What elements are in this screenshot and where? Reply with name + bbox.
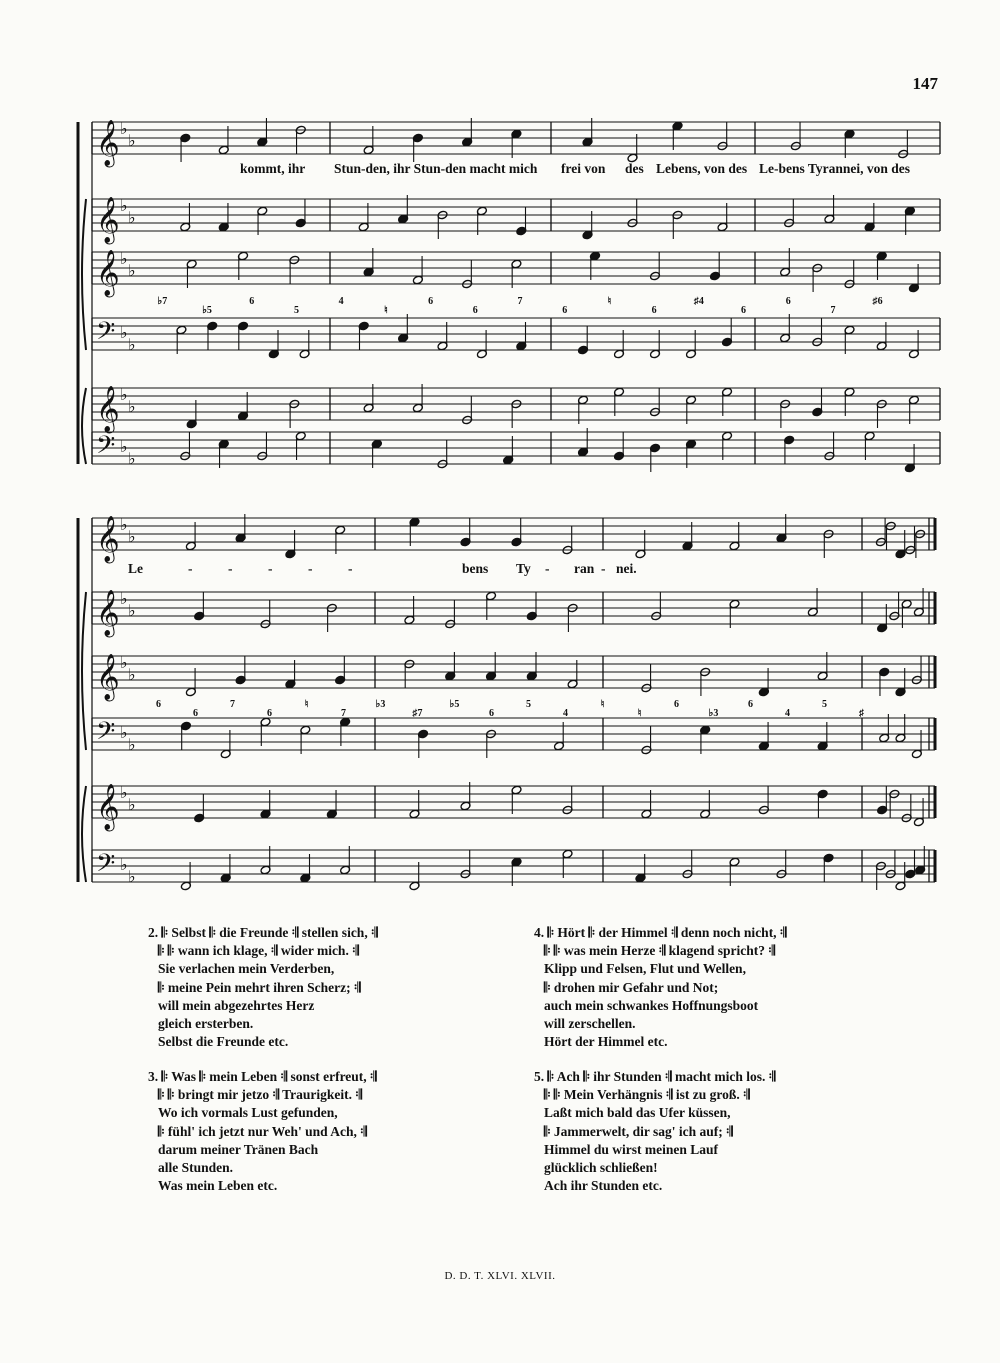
flat-icon: ♭ xyxy=(128,208,136,227)
verse-line: gleich ersterben. xyxy=(158,1016,254,1032)
figured-bass-numeral: 7 xyxy=(830,305,836,316)
treble-clef-icon: 𝄞 xyxy=(96,120,120,166)
flat-icon: ♭ xyxy=(120,723,128,742)
verse-line: darum meiner Tränen Bach xyxy=(158,1141,319,1157)
figured-bass-numeral: 6 xyxy=(489,708,494,719)
verse-line: Sie verlachen mein Verderben, xyxy=(158,961,335,977)
flat-icon: ♭ xyxy=(128,601,136,620)
treble-clef-icon: 𝄞 xyxy=(96,516,120,562)
lyric: - xyxy=(601,561,606,576)
verse-line: 𝄆 𝄆 Mein Verhängnis 𝄇 ist zu groß. 𝄇 xyxy=(544,1087,750,1103)
footer-reference: D. D. T. XLVI. XLVII. xyxy=(444,1270,556,1282)
brace-icon xyxy=(82,592,86,750)
verse-line: 𝄆 𝄆 bringt mir jetzo 𝄇 Traurigkeit. 𝄇 xyxy=(158,1087,362,1103)
verse-line: Laßt mich bald das Ufer küssen, xyxy=(544,1105,731,1121)
treble-clef-icon: 𝄞 xyxy=(96,250,120,296)
flat-icon: ♭ xyxy=(120,196,128,215)
lyric: - xyxy=(348,561,353,576)
figured-bass-numeral: 4 xyxy=(563,708,568,719)
lyric: ran xyxy=(574,561,595,576)
verse-4 xyxy=(534,924,787,1051)
figured-bass-numeral: ♮ xyxy=(637,708,642,719)
flat-icon: ♭ xyxy=(120,515,128,534)
flat-icon: ♭ xyxy=(120,385,128,404)
figured-bass-numeral: ♮ xyxy=(304,699,309,710)
figured-bass-numeral: 6 xyxy=(428,296,434,307)
brace-icon xyxy=(82,786,86,882)
lyric: Ty xyxy=(516,561,531,576)
figured-bass-numeral: 7 xyxy=(230,699,235,710)
verse-3 xyxy=(148,1068,377,1195)
figured-bass-numeral: ♯6 xyxy=(872,296,883,307)
verse-line: Was mein Leben etc. xyxy=(158,1178,278,1194)
lyric: - xyxy=(268,561,273,576)
figured-bass-numeral: 6 xyxy=(193,708,198,719)
figured-bass-numeral: 5 xyxy=(822,699,827,710)
flat-icon: ♭ xyxy=(128,397,136,416)
figured-bass-numeral: ♭3 xyxy=(708,708,719,719)
lyric: Lebens, von des xyxy=(656,161,748,176)
figured-bass-numeral: 5 xyxy=(526,699,531,710)
verse-line: will zerschellen. xyxy=(544,1016,636,1032)
flat-icon: ♭ xyxy=(120,855,128,874)
lyric: Le xyxy=(128,561,143,576)
lyric: nei. xyxy=(616,561,637,576)
verse-line: 5. 𝄆 Ach 𝄆 ihr Stunden 𝄇 macht mich los. 𝄇 xyxy=(534,1069,776,1084)
verse-5 xyxy=(534,1068,775,1195)
figured-bass-numeral: 6 xyxy=(562,305,568,316)
verse-line: Selbst die Freunde etc. xyxy=(158,1034,289,1050)
verse-line: 2. 𝄆 Selbst 𝄆 die Freunde 𝄇 stellen sich, 𝄇 xyxy=(148,925,378,940)
figured-bass-numeral: ♯4 xyxy=(693,296,704,307)
figured-bass-numeral: 7 xyxy=(517,296,523,307)
figured-bass-numeral: ♯ xyxy=(859,708,864,719)
treble-clef-icon: 𝄞 xyxy=(96,197,120,243)
lyric: - xyxy=(308,561,313,576)
flat-icon: ♭ xyxy=(128,261,136,280)
verse-line: will mein abgezehrtes Herz xyxy=(158,997,315,1013)
flat-icon: ♭ xyxy=(128,449,136,468)
flat-icon: ♭ xyxy=(120,249,128,268)
verse-line: 4. 𝄆 Hört 𝄆 der Himmel 𝄇 denn noch nicht, 𝄇 xyxy=(534,925,787,940)
figured-bass-numeral: ♭7 xyxy=(157,296,168,307)
lyric: - xyxy=(228,561,233,576)
verse-line: 𝄆 drohen mir Gefahr und Not; xyxy=(544,979,719,995)
treble-clef-icon: 𝄞 xyxy=(96,654,120,700)
flat-icon: ♭ xyxy=(128,795,136,814)
figured-bass-numeral: ♭3 xyxy=(375,699,386,710)
verse-line: 3. 𝄆 Was 𝄆 mein Leben 𝄇 sonst erfreut, 𝄇 xyxy=(148,1069,377,1084)
figured-bass-numeral: 6 xyxy=(472,305,478,316)
verse-2 xyxy=(148,924,378,1051)
treble-clef-icon: 𝄞 xyxy=(96,386,120,432)
flat-icon: ♭ xyxy=(128,665,136,684)
figured-bass-numeral: 6 xyxy=(674,699,679,710)
verse-line: 𝄆 meine Pein mehrt ihren Scherz; 𝄇 xyxy=(158,979,361,995)
flat-icon: ♭ xyxy=(128,131,136,150)
lyric: Stun-den, ihr Stun-den macht mich xyxy=(334,161,538,176)
figured-bass-numeral: 7 xyxy=(341,708,346,719)
verse-line: 𝄆 𝄆 wann ich klage, 𝄇 wider mich. 𝄇 xyxy=(158,943,359,959)
flat-icon: ♭ xyxy=(128,527,136,546)
verse-line: glücklich schließen! xyxy=(544,1160,658,1176)
figured-bass-numeral: ♮ xyxy=(607,296,612,307)
lyric: frei von xyxy=(561,161,606,176)
flat-icon: ♭ xyxy=(120,437,128,456)
figured-bass-numeral: 6 xyxy=(651,305,657,316)
verse-line: auch mein schwankes Hoffnungsboot xyxy=(544,997,759,1013)
figured-bass-numeral: 6 xyxy=(267,708,272,719)
lyric: - xyxy=(545,561,550,576)
verse-line: 𝄆 fühl' ich jetzt nur Weh' und Ach, 𝄇 xyxy=(158,1123,367,1139)
verse-line: Wo ich vormals Lust gefunden, xyxy=(158,1105,338,1121)
flat-icon: ♭ xyxy=(120,589,128,608)
bass-clef-icon: 𝄢 xyxy=(96,431,116,466)
flat-icon: ♭ xyxy=(120,783,128,802)
bass-clef-icon: 𝄢 xyxy=(96,717,116,752)
figured-bass-numeral: 6 xyxy=(785,296,791,307)
bass-clef-icon: 𝄢 xyxy=(96,317,116,352)
figured-bass-numeral: ♭5 xyxy=(202,305,212,316)
verse-line: Ach ihr Stunden etc. xyxy=(544,1178,663,1194)
figured-bass-numeral: 6 xyxy=(741,305,747,316)
lyric: Le-bens Tyrannei, von des xyxy=(759,161,911,176)
figured-bass-numeral: 6 xyxy=(249,296,255,307)
flat-icon: ♭ xyxy=(120,653,128,672)
figured-bass-numeral: ♭5 xyxy=(449,699,460,710)
verse-line: 𝄆 𝄆 was mein Herze 𝄇 klagend spricht? 𝄇 xyxy=(544,943,775,959)
figured-bass-numeral: 6 xyxy=(748,699,753,710)
lyric: kommt, ihr xyxy=(240,161,306,176)
flat-icon: ♭ xyxy=(128,335,136,354)
figured-bass-numeral: ♮ xyxy=(384,305,388,316)
lyric: - xyxy=(188,561,193,576)
flat-icon: ♭ xyxy=(128,867,136,886)
verse-line: 𝄆 Jammerwelt, dir sag' ich auf; 𝄇 xyxy=(544,1123,733,1139)
figured-bass-numeral: ♯7 xyxy=(412,708,423,719)
bass-clef-icon: 𝄢 xyxy=(96,849,116,884)
figured-bass-numeral: 6 xyxy=(156,699,161,710)
brace-icon xyxy=(82,199,86,350)
figured-bass-numeral: 4 xyxy=(338,296,344,307)
lyric: des xyxy=(625,161,644,176)
page-number: 147 xyxy=(912,74,938,93)
figured-bass-numeral: 5 xyxy=(293,305,299,316)
flat-icon: ♭ xyxy=(120,323,128,342)
brace-icon xyxy=(82,388,86,464)
verse-line: alle Stunden. xyxy=(158,1160,234,1176)
flat-icon: ♭ xyxy=(128,735,136,754)
figured-bass-numeral: ♮ xyxy=(600,699,605,710)
lyric: bens xyxy=(462,561,489,576)
treble-clef-icon: 𝄞 xyxy=(96,784,120,830)
flat-icon: ♭ xyxy=(120,119,128,138)
figured-bass-numeral: 4 xyxy=(785,708,790,719)
treble-clef-icon: 𝄞 xyxy=(96,590,120,636)
verse-line: Klipp und Felsen, Flut und Wellen, xyxy=(544,961,746,977)
verse-line: Hört der Himmel etc. xyxy=(544,1034,668,1050)
verse-line: Himmel du wirst meinen Lauf xyxy=(544,1141,718,1157)
